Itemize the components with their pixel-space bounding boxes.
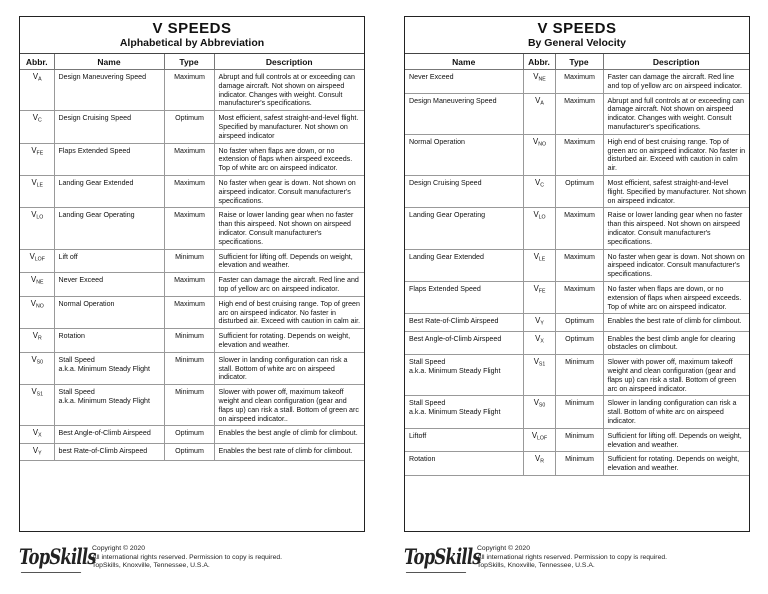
- abbr-subscript: S1: [538, 361, 546, 368]
- speed-name: Best Angle-of-Climb Airspeed: [58, 429, 151, 438]
- logo-underline: [406, 572, 466, 573]
- speed-name: Normal Operation: [58, 299, 115, 308]
- type-cell: Minimum: [555, 396, 603, 428]
- table-row: [405, 93, 749, 134]
- abbr-cell: [20, 273, 54, 297]
- name-cell: [54, 273, 164, 297]
- abbr-letter: V: [535, 95, 541, 105]
- copyright-line: Copyright © 2020: [477, 545, 530, 552]
- footer: [19, 538, 365, 578]
- type-cell: Optimum: [555, 331, 603, 355]
- description-cell: Sufficient for lifting off. Depends on weight, elevation and weather.: [603, 428, 749, 452]
- speed-name-aka: a.k.a. Minimum Steady Flight: [58, 364, 150, 373]
- abbr-subscript: LE: [36, 182, 44, 189]
- type-cell: Minimum: [555, 428, 603, 452]
- abbr-cell: [20, 111, 54, 143]
- abbr-subscript: LE: [538, 256, 546, 263]
- description-cell: High end of best cruising range. Top of green arc on airspeed indicator. No faster in disturbed air. Exceed with caution in calm air.: [214, 296, 364, 328]
- description-cell: Abrupt and full controls at or exceeding can damage aircraft. Not shown on airspeed indicator. Changes with weight. Consult manufacturer's specifications.: [214, 70, 364, 111]
- table-row: [405, 355, 749, 396]
- abbr-letter: V: [535, 333, 541, 343]
- table-row: [405, 249, 749, 281]
- abbr-letter: V: [32, 331, 38, 341]
- name-cell: [54, 329, 164, 353]
- speed-name: Best Rate-of-Climb Airspeed: [409, 317, 499, 326]
- name-cell: [54, 426, 164, 443]
- col-header-type: Type: [555, 54, 603, 70]
- abbr-letter: V: [533, 283, 539, 293]
- col-header-description: Description: [603, 54, 749, 70]
- abbr-letter: V: [32, 445, 39, 455]
- table-row: [405, 70, 749, 94]
- speed-name: Design Cruising Speed: [58, 114, 132, 123]
- name-cell: [405, 70, 523, 94]
- abbr-cell: [523, 281, 555, 313]
- abbr-letter: V: [30, 298, 36, 308]
- description-cell: High end of best cruising range. Top of green arc on airspeed indicator. No faster in disturbed air. Exceed with caution in calm air.: [603, 134, 749, 175]
- abbr-cell: [20, 175, 54, 207]
- footer: [404, 538, 750, 578]
- abbr-subscript: FE: [36, 150, 44, 157]
- topskills-logo: TopSkills: [404, 544, 481, 569]
- copyright-line: Copyright © 2020: [92, 545, 145, 552]
- name-cell: [405, 355, 523, 396]
- type-cell: Maximum: [164, 143, 214, 175]
- abbr-cell: [523, 331, 555, 355]
- address-line: TopSkills, Knoxville, Tennessee, U.S.A.: [92, 562, 210, 570]
- abbr-cell: [20, 385, 54, 426]
- description-cell: Sufficient for lifting off. Depends on weight, elevation and weather.: [214, 249, 364, 273]
- abbr-letter: V: [31, 177, 37, 187]
- speed-name: Stall Speed: [409, 399, 446, 408]
- description-cell: Enables the best rate of climb for climbout.: [214, 443, 364, 460]
- logo-underline: [21, 572, 81, 573]
- type-cell: Minimum: [164, 352, 214, 384]
- topskills-logo: TopSkills: [19, 544, 96, 569]
- abbr-subscript: R: [37, 335, 42, 342]
- abbr-subscript: X: [38, 432, 42, 439]
- abbr-cell: [523, 134, 555, 175]
- speed-name: Never Exceed: [58, 276, 104, 285]
- abbr-cell: [523, 452, 555, 476]
- abbr-letter: V: [31, 354, 37, 364]
- description-cell: Sufficient for rotating. Depends on weight, elevation and weather.: [214, 329, 364, 353]
- type-cell: Optimum: [555, 175, 603, 207]
- abbr-cell: [20, 296, 54, 328]
- col-header-abbr: Abbr.: [523, 54, 555, 70]
- abbr-letter: V: [535, 177, 541, 187]
- type-cell: Maximum: [164, 175, 214, 207]
- speed-name: Landing Gear Extended: [58, 178, 134, 187]
- name-cell: [405, 208, 523, 249]
- abbr-subscript: X: [540, 338, 544, 345]
- name-cell: [405, 93, 523, 134]
- abbr-subscript: NO: [538, 141, 546, 148]
- description-cell: Sufficient for rotating. Depends on weight, elevation and weather.: [603, 452, 749, 476]
- table-row: [20, 426, 364, 443]
- type-cell: Minimum: [164, 385, 214, 426]
- card-header: [20, 17, 364, 54]
- table-row: [20, 296, 364, 328]
- description-cell: Abrupt and full controls at or exceeding can damage aircraft. Not shown on airspeed indicator. Changes with weight. Consult manufacturer's specifications.: [603, 93, 749, 134]
- description-cell: Raise or lower landing gear when no faster than this airspeed. Not shown on airspeed indicator. Consult manufacturer's specifications.: [603, 208, 749, 249]
- speed-name: Design Maneuvering Speed: [409, 96, 497, 105]
- speed-card-left: [19, 16, 365, 532]
- abbr-letter: V: [32, 113, 38, 123]
- table-row: [20, 385, 364, 426]
- description-cell: No faster when flaps are down, or no extension of flaps when airspeed exceeds. Top of white arc on airspeed indicator.: [603, 281, 749, 313]
- speed-name: Stall Speed: [58, 355, 95, 364]
- speed-name: Stall Speed: [58, 388, 95, 397]
- abbr-cell: [523, 396, 555, 428]
- table-row: [20, 143, 364, 175]
- table-header-row: [405, 54, 749, 70]
- abbr-letter: V: [533, 251, 539, 261]
- abbr-letter: V: [31, 275, 37, 285]
- col-header-name: Name: [405, 54, 523, 70]
- col-header-name: Name: [54, 54, 164, 70]
- table-row: [405, 396, 749, 428]
- col-header-type: Type: [164, 54, 214, 70]
- speed-name: Stall Speed: [409, 358, 446, 367]
- card-title: V SPEEDS: [537, 20, 617, 37]
- description-cell: Faster can damage the aircraft. Red line and top of yellow arc on airspeed indicator.: [214, 273, 364, 297]
- description-cell: Slower in landing configuration can risk a stall. Bottom of white arc on airspeed indicator.: [603, 396, 749, 428]
- abbr-cell: [20, 208, 54, 249]
- speed-name: Lift off: [58, 252, 78, 261]
- name-cell: [405, 428, 523, 452]
- table-row: [405, 281, 749, 313]
- name-cell: [405, 396, 523, 428]
- abbr-subscript: C: [37, 117, 42, 124]
- table-row: [20, 249, 364, 273]
- type-cell: Maximum: [555, 93, 603, 134]
- table-body: [405, 70, 749, 476]
- abbr-subscript: LOF: [34, 256, 45, 263]
- abbr-cell: [20, 329, 54, 353]
- type-cell: Maximum: [555, 249, 603, 281]
- speed-name: Best Angle-of-Climb Airspeed: [409, 334, 502, 343]
- abbr-cell: [20, 70, 54, 111]
- speed-name: best Rate-of-Climb Airspeed: [58, 446, 148, 455]
- abbr-letter: V: [533, 357, 539, 367]
- description-cell: Slower with power off, maximum takeoff weight and clean configuration (gear and flaps up) can risk a stall. Bottom of green arc on airspeed indicator..: [214, 385, 364, 426]
- type-cell: Maximum: [555, 208, 603, 249]
- table-row: [405, 428, 749, 452]
- name-cell: [54, 143, 164, 175]
- table-row: [405, 175, 749, 207]
- abbr-subscript: S1: [36, 391, 44, 398]
- type-cell: Optimum: [555, 314, 603, 331]
- name-cell: [54, 111, 164, 143]
- name-cell: [405, 134, 523, 175]
- speeds-table-right: [405, 54, 749, 476]
- col-header-description: Description: [214, 54, 364, 70]
- name-cell: [405, 249, 523, 281]
- type-cell: Maximum: [555, 281, 603, 313]
- description-cell: No faster when gear is down. Not shown on airspeed indicator. Consult manufacturer's specifications.: [214, 175, 364, 207]
- description-cell: Most efficient, safest straight-and-level flight. Specified by manufacturer. Not shown on airspeed indicator.: [603, 175, 749, 207]
- type-cell: Maximum: [164, 208, 214, 249]
- abbr-subscript: NE: [36, 279, 44, 286]
- rights-line: All international rights reserved. Permission to copy is required.: [92, 553, 283, 561]
- abbr-letter: V: [535, 316, 541, 326]
- card-title: V SPEEDS: [152, 20, 232, 37]
- type-cell: Optimum: [164, 443, 214, 460]
- type-cell: Maximum: [164, 70, 214, 111]
- name-cell: [405, 314, 523, 331]
- abbr-cell: [20, 443, 54, 460]
- abbr-subscript: Y: [38, 450, 42, 457]
- panel-alphabetical: [19, 16, 365, 570]
- address-line: TopSkills, Knoxville, Tennessee, U.S.A.: [477, 562, 595, 570]
- abbr-cell: [523, 249, 555, 281]
- abbr-letter: V: [533, 72, 539, 81]
- speed-name: Flaps Extended Speed: [58, 146, 131, 155]
- speed-name-aka: a.k.a. Minimum Steady Flight: [409, 367, 501, 376]
- name-cell: [54, 175, 164, 207]
- abbr-letter: V: [31, 210, 37, 220]
- description-cell: Enables the best rate of climb for climbout.: [603, 314, 749, 331]
- description-cell: Slower in landing configuration can risk a stall. Bottom of white arc on airspeed indicator.: [214, 352, 364, 384]
- speed-name: Rotation: [58, 332, 85, 341]
- abbr-letter: V: [32, 72, 39, 81]
- table-header-row: [20, 54, 364, 70]
- abbr-cell: [20, 249, 54, 273]
- table-row: [20, 208, 364, 249]
- speed-name: Rotation: [409, 455, 436, 464]
- description-cell: Enables the best climb angle for clearing obstacles on climbout.: [603, 331, 749, 355]
- type-cell: Optimum: [164, 111, 214, 143]
- table-row: [20, 70, 364, 111]
- speed-name: Design Cruising Speed: [409, 178, 482, 187]
- table-row: [405, 208, 749, 249]
- speed-name: Liftoff: [409, 431, 427, 440]
- abbr-subscript: S0: [36, 359, 44, 366]
- speed-name-aka: a.k.a. Minimum Steady Flight: [58, 396, 150, 405]
- type-cell: Maximum: [555, 134, 603, 175]
- name-cell: [405, 175, 523, 207]
- speed-name: Normal Operation: [409, 137, 465, 146]
- table-body: [20, 70, 364, 461]
- table-row: [20, 111, 364, 143]
- abbr-subscript: LOF: [537, 435, 548, 442]
- speed-card-right: [404, 16, 750, 532]
- name-cell: [54, 296, 164, 328]
- abbr-subscript: A: [38, 76, 42, 83]
- type-cell: Maximum: [164, 273, 214, 297]
- type-cell: Maximum: [555, 70, 603, 94]
- abbr-subscript: Y: [540, 320, 544, 327]
- type-cell: Minimum: [164, 249, 214, 273]
- name-cell: [54, 249, 164, 273]
- name-cell: [54, 443, 164, 460]
- abbr-subscript: NO: [35, 303, 44, 310]
- name-cell: [54, 352, 164, 384]
- abbr-letter: V: [29, 251, 35, 261]
- card-header: [405, 17, 749, 54]
- abbr-cell: [523, 314, 555, 331]
- abbr-cell: [20, 143, 54, 175]
- name-cell: [405, 281, 523, 313]
- abbr-cell: [523, 70, 555, 94]
- abbr-cell: [523, 208, 555, 249]
- copyright-block: [477, 545, 667, 571]
- description-cell: No faster when gear is down. Not shown on airspeed indicator. Consult manufacturer's specifications.: [603, 249, 749, 281]
- abbr-subscript: NE: [538, 76, 546, 83]
- abbr-letter: V: [31, 145, 37, 155]
- description-cell: No faster when flaps are down, or no extension of flaps when airspeed exceeds. Top of white arc on airspeed indicator.: [214, 143, 364, 175]
- table-row: [20, 273, 364, 297]
- abbr-letter: V: [533, 398, 539, 408]
- panel-by-velocity: [404, 16, 750, 570]
- abbr-cell: [20, 426, 54, 443]
- speed-name: Never Exceed: [409, 73, 454, 81]
- name-cell: [405, 452, 523, 476]
- description-cell: Slower with power off, maximum takeoff weight and clean configuration (gear and flaps up) can risk a stall. Bottom of green arc on airspeed indicator.: [603, 355, 749, 396]
- type-cell: Minimum: [555, 452, 603, 476]
- table-row: [20, 329, 364, 353]
- abbr-subscript: LO: [538, 214, 546, 221]
- name-cell: [54, 208, 164, 249]
- table-row: [405, 314, 749, 331]
- speed-name: Flaps Extended Speed: [409, 284, 481, 293]
- col-header-abbr: Abbr.: [20, 54, 54, 70]
- abbr-letter: V: [535, 454, 541, 464]
- copyright-block: [92, 545, 282, 571]
- table-row: [405, 134, 749, 175]
- abbr-subscript: A: [540, 100, 544, 107]
- speed-name: Landing Gear Extended: [409, 252, 484, 261]
- abbr-letter: V: [32, 428, 39, 438]
- table-row: [20, 443, 364, 460]
- abbr-cell: [523, 175, 555, 207]
- abbr-subscript: FE: [538, 288, 546, 295]
- type-cell: Optimum: [164, 426, 214, 443]
- description-cell: Enables the best angle of climb for climbout.: [214, 426, 364, 443]
- table-row: [20, 352, 364, 384]
- speed-name: Landing Gear Operating: [58, 211, 135, 220]
- name-cell: [54, 70, 164, 111]
- abbr-subscript: C: [540, 182, 544, 189]
- description-cell: Most efficient, safest straight-and-level flight. Specified by manufacturer. Not shown on airspeed indicator: [214, 111, 364, 143]
- abbr-cell: [523, 428, 555, 452]
- speed-name: Design Maneuvering Speed: [58, 73, 147, 81]
- speed-name: Landing Gear Operating: [409, 211, 486, 220]
- name-cell: [405, 331, 523, 355]
- abbr-letter: V: [533, 210, 539, 220]
- abbr-letter: V: [31, 387, 37, 397]
- abbr-letter: V: [533, 136, 539, 146]
- abbr-letter: V: [531, 430, 538, 440]
- table-row: [405, 452, 749, 476]
- abbr-subscript: S0: [538, 402, 546, 409]
- type-cell: Minimum: [555, 355, 603, 396]
- name-cell: [54, 385, 164, 426]
- abbr-cell: [523, 93, 555, 134]
- description-cell: Raise or lower landing gear when no faster than this airspeed. Not shown on airspeed indicator. Consult manufacturer's specifications.: [214, 208, 364, 249]
- card-subtitle: Alphabetical by Abbreviation: [119, 37, 265, 49]
- abbr-cell: [523, 355, 555, 396]
- type-cell: Minimum: [164, 329, 214, 353]
- abbr-subscript: R: [540, 458, 544, 465]
- table-row: [405, 331, 749, 355]
- abbr-subscript: LO: [36, 214, 44, 221]
- rights-line: All international rights reserved. Permission to copy is required.: [477, 553, 668, 561]
- type-cell: Maximum: [164, 296, 214, 328]
- speed-name-aka: a.k.a. Minimum Steady Flight: [409, 408, 501, 417]
- abbr-cell: [20, 352, 54, 384]
- description-cell: Faster can damage the aircraft. Red line and top of yellow arc on airspeed indicator.: [603, 70, 749, 94]
- card-subtitle: By General Velocity: [527, 37, 627, 49]
- speeds-table-left: [20, 54, 364, 461]
- table-row: [20, 175, 364, 207]
